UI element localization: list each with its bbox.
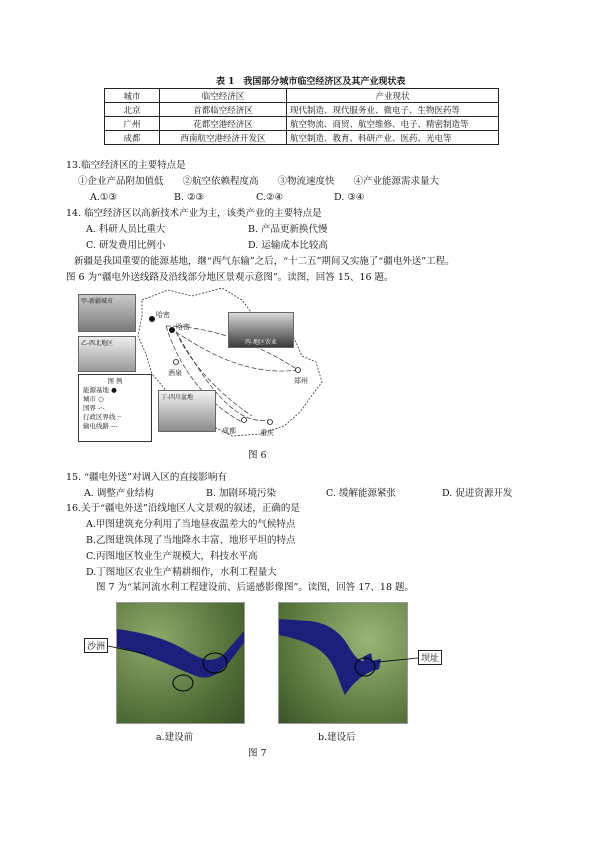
map-city-label: 郑州 — [294, 377, 308, 385]
legend-item: 能源基地 ● — [83, 386, 117, 394]
question-13-items: ①企业产品附加值低 ②航空依赖程度高 ③物流速度快 ④产业能源需求量大 — [78, 176, 440, 187]
question-14-option-b: B. 产品更新换代慢 — [248, 224, 328, 235]
table-cell: 现代制造、现代服务业、微电子、生物医药等 — [287, 103, 499, 117]
legend-title: 图 例 — [107, 377, 123, 385]
question-13-option-c: C.②④ — [256, 192, 283, 203]
question-16-stem: 16.关于“疆电外送”沿线地区人文景观的叙述，正确的是 — [66, 503, 300, 514]
question-14-option-d: D. 运输成本比较高 — [248, 240, 328, 251]
question-16-option-a: A.甲图建筑充分利用了当地昼夜温差大的气候特点 — [86, 519, 296, 530]
dam-site-label: 坝址 — [418, 650, 442, 665]
dam-pointer — [378, 654, 418, 666]
question-14-option-a: A. 科研人员比重大 — [86, 224, 166, 235]
question-16-option-d: D.丁图地区农业生产精耕细作，水利工程量大 — [86, 567, 277, 578]
table-row — [105, 103, 499, 117]
power-line-icon: ‐‐‐ — [111, 422, 118, 430]
question-15-option-d: D. 促进资源开发 — [442, 488, 513, 499]
boundary-icon: ┈ — [117, 413, 122, 421]
energy-base-icon: ● — [111, 386, 117, 394]
map-city-label: 哈密 — [156, 311, 170, 319]
sandbar-label: 沙洲 — [84, 638, 108, 653]
photo-label: 甲-新疆城市 — [81, 298, 114, 305]
photo-label: 乙-西北地区 — [81, 340, 114, 347]
photo-ding — [158, 390, 216, 432]
map-city-label: 酒泉 — [168, 369, 182, 377]
city-icon: ○ — [98, 395, 104, 403]
table-caption: 表 1 我国部分城市临空经济区及其产业现状表 — [216, 77, 406, 87]
map-city-label: 哈密 — [176, 323, 190, 331]
table-header-row — [105, 89, 499, 103]
question-13-stem: 13.临空经济区的主要特点是 — [66, 160, 186, 171]
map-legend — [78, 374, 152, 442]
map-city-label: 重庆 — [260, 429, 274, 437]
table-cell: 首都临空经济区 — [160, 103, 287, 117]
figure-7b-caption: b.建设后 — [318, 732, 356, 743]
question-15-option-c: C. 缓解能源紧张 — [326, 488, 396, 499]
intro-paragraph-line-2: 图 6 为“疆电外送线路及沿线部分地区景观示意图”。读图，回答 15、16 题。 — [66, 272, 394, 283]
question-15-stem: 15. “疆电外送”对调入区的直接影响有 — [66, 472, 227, 483]
river-before — [117, 603, 244, 723]
question-16-option-b: B.乙图建筑体现了当地降水丰富、地形平坦的特点 — [86, 535, 296, 546]
figure-7-caption: 图 7 — [248, 748, 267, 759]
figure-7a-caption: a.建设前 — [156, 732, 194, 743]
figure-6-caption: 图 6 — [248, 450, 267, 461]
question-13-option-d: D. ③④ — [334, 192, 365, 203]
legend-item: 输电线路 ‐‐‐ — [83, 422, 118, 430]
table-header: 产业现状 — [287, 89, 499, 103]
legend-item: 城市 ○ — [83, 395, 104, 403]
question-15-option-a: A. 调整产业结构 — [84, 488, 154, 499]
question-16-option-c: C.丙图地区牧业生产规模大，科技水平高 — [86, 551, 258, 562]
satellite-image-before — [116, 602, 245, 724]
photo-label: 丁-四川盆地 — [161, 394, 194, 401]
question-14-option-c: C. 研发费用比例小 — [86, 240, 166, 251]
photo-yi — [78, 336, 136, 372]
question-14-stem: 14. 临空经济区以高新技术产业为主，该类产业的主要特点是 — [66, 208, 322, 219]
question-13-option-a: A.①③ — [90, 192, 117, 203]
table-cell: 成都 — [105, 131, 160, 145]
legend-item: 行政区界线 ┈ — [83, 413, 122, 421]
table-cell: 西南航空港经济开发区 — [160, 131, 287, 145]
intro-paragraph-2: 图 7 为“某河流水利工程建设前、后遥感影像图”。读图，回答 17、18 题。 — [96, 582, 415, 593]
photo-jia — [78, 294, 136, 332]
table-cell: 航空制造、教育、科研产业、医药、光电等 — [287, 131, 499, 145]
photo-label: 丙-地区农业 — [245, 339, 278, 346]
map-city-label: 成都 — [222, 427, 236, 435]
table-cell: 航空物流、商贸、航空维修、电子、精密制造等 — [287, 117, 499, 131]
table-header: 临空经济区 — [160, 89, 287, 103]
table-cell: 广州 — [105, 117, 160, 131]
intro-paragraph-line-1: 新疆是我国重要的能源基地，继“西气东输”之后，“十二五”期间又实施了“疆电外送”工程。 — [74, 256, 455, 267]
sandbar-pointer — [108, 640, 148, 660]
border-icon: ‑·‑ — [98, 404, 105, 412]
table-row — [105, 117, 499, 131]
table-cell: 北京 — [105, 103, 160, 117]
photo-bing — [228, 312, 294, 348]
legend-item: 国界 ‑·‑ — [83, 404, 105, 412]
table-cell: 花都空港经济区 — [160, 117, 287, 131]
table-row — [105, 131, 499, 145]
industry-table — [104, 88, 499, 145]
question-15-option-b: B. 加剧环境污染 — [206, 488, 277, 499]
figure-6-map — [72, 286, 334, 444]
question-13-option-b: B. ②③ — [174, 192, 205, 203]
table-header: 城市 — [105, 89, 160, 103]
